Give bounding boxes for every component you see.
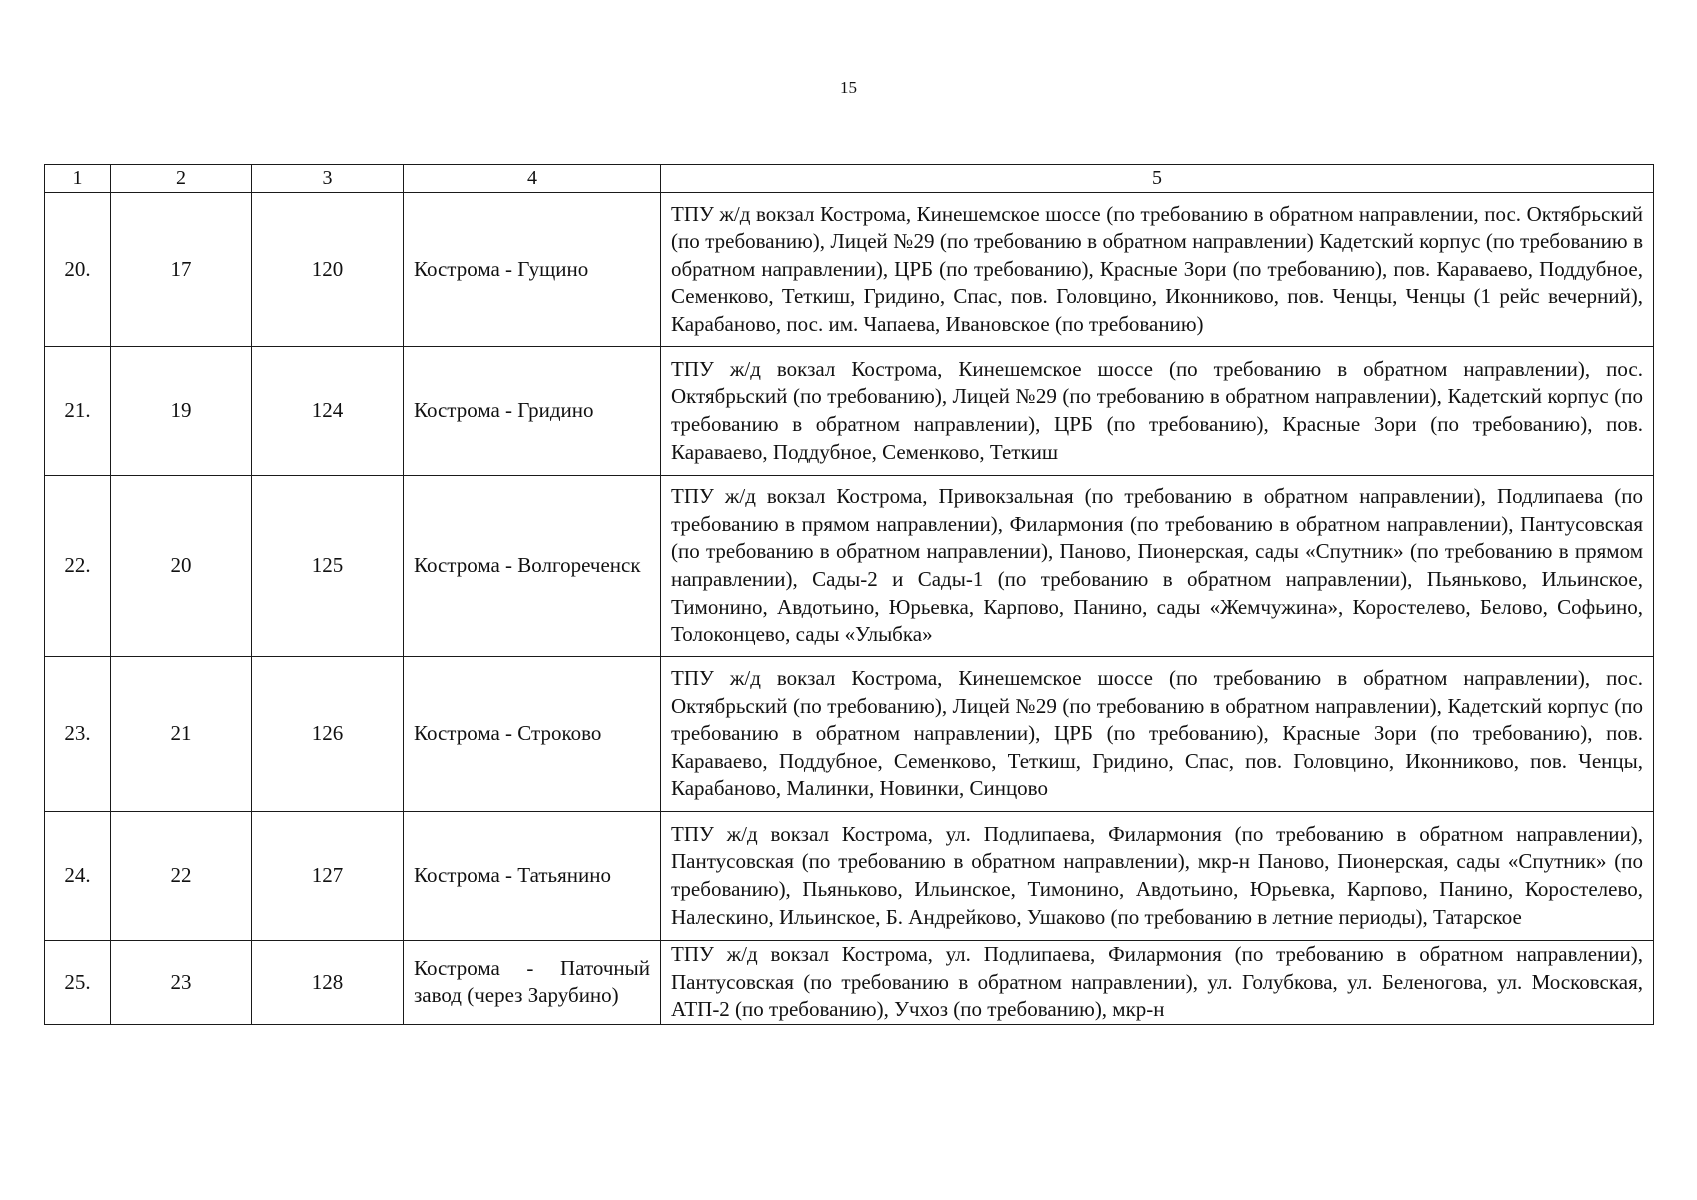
route-number-cell: 128 [252, 941, 404, 1025]
route-name-cell: Кострома - Паточный завод (через Зарубино) [404, 941, 661, 1025]
column-number-2: 2 [111, 165, 252, 193]
row-number-cell: 20. [45, 193, 111, 347]
column-number-1: 1 [45, 165, 111, 193]
table-row [45, 657, 1654, 812]
route-number-cell: 124 [252, 347, 404, 476]
route-number-cell: 125 [252, 476, 404, 657]
route-registry-number-cell: 17 [111, 193, 252, 347]
route-number-cell: 127 [252, 812, 404, 941]
table-row [45, 812, 1654, 941]
route-stops-cell: ТПУ ж/д вокзал Кострома, Кинешемское шоссе (по требованию в обратном направлении), пос. Октябрьский (по требованию), Лицей №29 (по требованию в обратном направлении), Кадетский корпус (по требованию в обратном направлении), ЦРБ (по требованию), Красные Зори (по требованию), пов. Караваево, Поддубное, Семенково, Теткиш [661, 347, 1654, 476]
route-name-cell: Кострома - Татьянино [404, 812, 661, 941]
route-name-cell: Кострома - Гущино [404, 193, 661, 347]
route-registry-number-cell: 20 [111, 476, 252, 657]
row-number-cell: 25. [45, 941, 111, 1025]
table-row [45, 347, 1654, 476]
route-stops-cell: ТПУ ж/д вокзал Кострома, ул. Подлипаева, Филармония (по требованию в обратном направлении), Пантусовская (по требованию в обратном направлении), мкр-н Паново, Пионерская, сады «Спутник» (по требованию), Пьяньково, Ильинское, Тимонино, Авдотьино, Юрьевка, Карпово, Панино, Коростелево, Налескино, Ильинское, Б. Андрейково, Ушаково (по требованию в летние периоды), Татарское [661, 812, 1654, 941]
route-stops-cell: ТПУ ж/д вокзал Кострома, ул. Подлипаева, Филармония (по требованию в обратном направлении), Пантусовская (по требованию в обратном направлении), ул. Голубкова, ул. Беленогова, ул. Московская, АТП-2 (по требованию), Учхоз (по требованию), мкр-н [661, 941, 1654, 1025]
route-number-cell: 120 [252, 193, 404, 347]
route-registry-number-cell: 21 [111, 657, 252, 812]
row-number-cell: 22. [45, 476, 111, 657]
table-row [45, 193, 1654, 347]
route-stops-cell: ТПУ ж/д вокзал Кострома, Привокзальная (по требованию в обратном направлении), Подлипаева (по требованию в прямом направлении), Филармония (по требованию в обратном направлении), Пантусовская (по требованию в обратном направлении), Паново, Пионерская, сады «Спутник» (по требованию в прямом направлении), Сады-2 и Сады-1 (по требованию в обратном направлении), Пьяньково, Ильинское, Тимонино, Авдотьино, Юрьевка, Карпово, Панино, сады «Жемчужина», Коростелево, Белово, Софьино, Толоконцево, сады «Улыбка» [661, 476, 1654, 657]
row-number-cell: 24. [45, 812, 111, 941]
table-row [45, 941, 1654, 1025]
row-number-cell: 23. [45, 657, 111, 812]
column-number-row [45, 165, 1654, 193]
route-number-cell: 126 [252, 657, 404, 812]
row-number-cell: 21. [45, 347, 111, 476]
route-name-cell: Кострома - Гридино [404, 347, 661, 476]
route-name-cell: Кострома - Строково [404, 657, 661, 812]
route-registry-number-cell: 23 [111, 941, 252, 1025]
table-row [45, 476, 1654, 657]
route-stops-cell: ТПУ ж/д вокзал Кострома, Кинешемское шоссе (по требованию в обратном направлении), пос. Октябрьский (по требованию), Лицей №29 (по требованию в обратном направлении), Кадетский корпус (по требованию в обратном направлении), ЦРБ (по требованию), Красные Зори (по требованию), пов. Караваево, Поддубное, Семенково, Теткиш, Гридино, Спас, пов. Головцино, Иконниково, пов. Ченцы, Карабаново, Малинки, Новинки, Синцово [661, 657, 1654, 812]
route-registry-number-cell: 22 [111, 812, 252, 941]
route-registry-number-cell: 19 [111, 347, 252, 476]
route-stops-cell: ТПУ ж/д вокзал Кострома, Кинешемское шоссе (по требованию в обратном направлении, пос. Октябрьский (по требованию), Лицей №29 (по требованию в обратном направлении) Кадетский корпус (по требованию в обратном направлении), ЦРБ (по требованию), Красные Зори (по требованию), пов. Караваево, Поддубное, Семенково, Теткиш, Гридино, Спас, пов. Головцино, Иконниково, пов. Ченцы, Ченцы (1 рейс вечерний), Карабаново, пос. им. Чапаева, Ивановское (по требованию) [661, 193, 1654, 347]
page-number: 15 [840, 78, 857, 97]
column-number-4: 4 [404, 165, 661, 193]
routes-table [44, 164, 1654, 1025]
column-number-5: 5 [661, 165, 1654, 193]
column-number-3: 3 [252, 165, 404, 193]
route-name-cell: Кострома - Волгореченск [404, 476, 661, 657]
